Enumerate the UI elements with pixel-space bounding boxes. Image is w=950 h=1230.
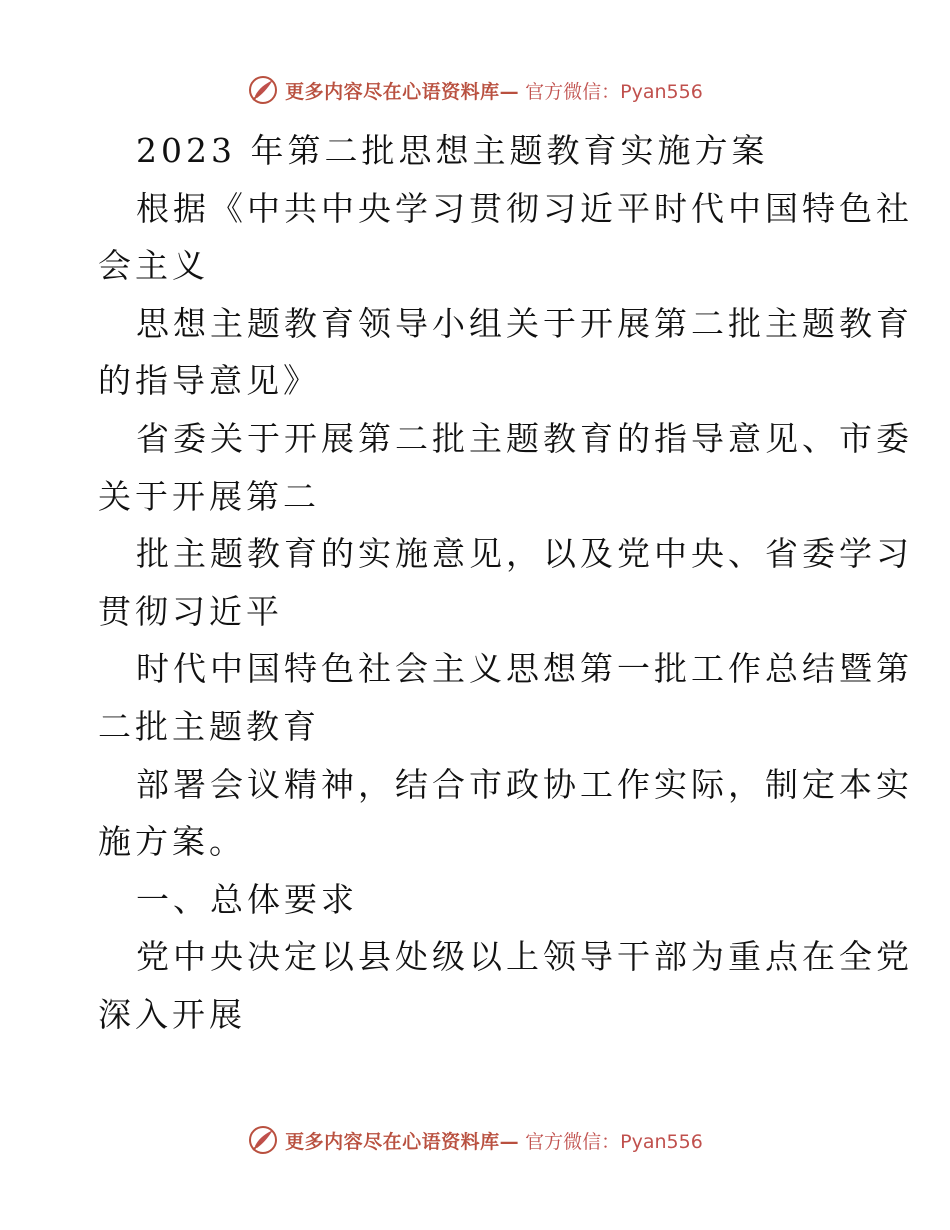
paragraph-line: 省委关于开展第二批主题教育的指导意见、市委: [136, 418, 913, 458]
quill-logo-icon: [247, 74, 279, 106]
section-heading: 一、总体要求: [136, 879, 358, 919]
paragraph-line: 会主义: [98, 246, 209, 286]
paragraph-line: 贯彻习近平: [98, 591, 283, 631]
footer-watermark-banner: [0, 1120, 950, 1160]
document-body: [98, 122, 913, 1044]
paragraph-line: 的指导意见》: [98, 361, 320, 401]
banner-main-text: 更多内容尽在心语资料库—: [285, 80, 520, 103]
quill-logo-icon: [247, 1124, 279, 1156]
paragraph-line: 施方案。: [98, 822, 246, 862]
paragraph-line: 深入开展: [98, 994, 246, 1034]
banner-wechat-text: 官方微信：Pyan556: [525, 1130, 703, 1153]
paragraph-line: 关于开展第二: [98, 476, 320, 516]
banner-main-text: 更多内容尽在心语资料库—: [285, 1130, 520, 1153]
header-watermark-banner: [0, 70, 950, 110]
paragraph-line: 部署会议精神，结合市政协工作实际，制定本实: [136, 764, 913, 804]
paragraph-line: 党中央决定以县处级以上领导干部为重点在全党: [136, 937, 913, 977]
paragraph-line: 思想主题教育领导小组关于开展第二批主题教育: [136, 303, 913, 343]
paragraph-line: 时代中国特色社会主义思想第一批工作总结暨第: [136, 649, 913, 689]
banner-wechat-text: 官方微信：Pyan556: [525, 80, 703, 103]
paragraph-line: 根据《中共中央学习贯彻习近平时代中国特色社: [136, 188, 913, 228]
document-title: 2023 年第二批思想主题教育实施方案: [136, 131, 769, 170]
paragraph-line: 批主题教育的实施意见，以及党中央、省委学习: [136, 534, 913, 574]
paragraph-line: 二批主题教育: [98, 706, 320, 746]
